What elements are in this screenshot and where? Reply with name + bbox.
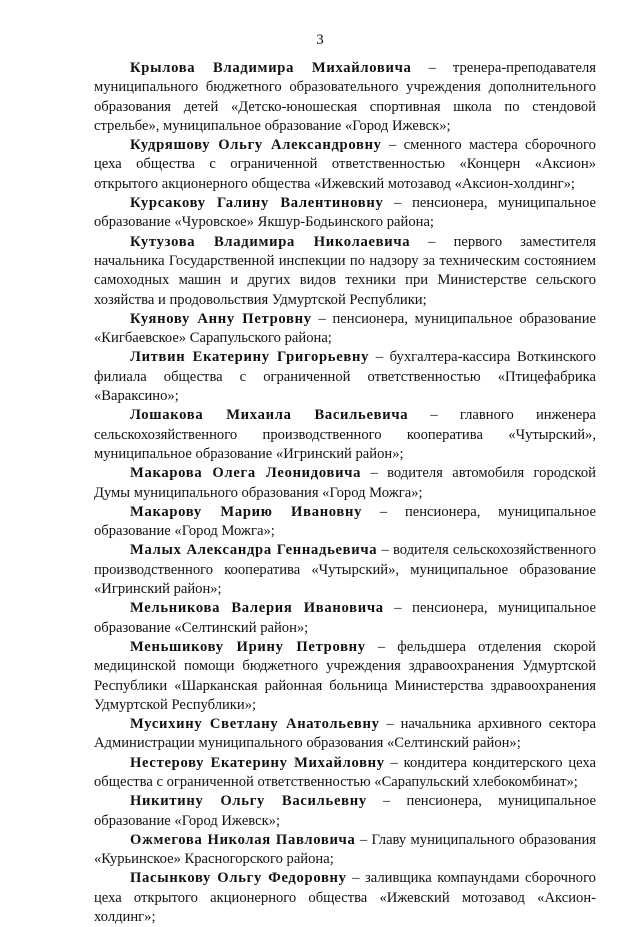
- award-entry: [94, 599, 596, 638]
- recipient-name: Кутузова Владимира Николаевича: [130, 233, 411, 250]
- award-list: [94, 59, 596, 927]
- page-number: 3: [316, 32, 324, 48]
- award-entry: [94, 59, 596, 136]
- recipient-description: – главного инженера сельскохозяйственного производственного кооператива «Чутырский», муниципальное образование «Игринский район»;: [94, 407, 596, 462]
- recipient-description: – пенсионера, муниципальное образование «Город Ижевск»;: [94, 793, 596, 829]
- recipient-name: Крылова Владимира Михайловича: [130, 60, 412, 76]
- recipient-description: – водителя автомобиля городской Думы муниципального образования «Город Можга»;: [94, 465, 596, 501]
- recipient-name: Меньшикову Ирину Петровну: [130, 638, 366, 655]
- award-entry: [94, 831, 596, 870]
- award-entry: [94, 541, 596, 599]
- recipient-description: – бухгалтера-кассира Воткинского филиала общества с ограниченной ответственностью «Птицефабрика «Вараксино»;: [94, 349, 596, 405]
- award-entry: [94, 136, 596, 194]
- recipient-name: Малых Александра Геннадьевича: [130, 542, 378, 559]
- recipient-name: Макарову Марию Ивановну: [130, 503, 363, 520]
- award-entry: [94, 348, 596, 406]
- recipient-description: – водителя сельскохозяйственного производственного кооператива «Чутырский», муниципальное образование «Игринский район»;: [94, 542, 596, 598]
- award-entry: [94, 194, 596, 233]
- recipient-description: – пенсионера, муниципальное образование «Кигбаевское» Сарапульского района;: [94, 310, 596, 347]
- recipient-description: – сменного мастера сборочного цеха общества с ограниченной ответственностью «Концерн «Аксион» открытого акционерного общества «Ижевский мотозавод «Аксион-холдинг»;: [94, 137, 596, 192]
- award-entry: [94, 638, 596, 715]
- award-entry: [94, 715, 596, 754]
- recipient-description: – заливщика компаундами сборочного цеха открытого акционерного общества «Ижевский мотозавод «Аксион-холдинг»;: [94, 870, 596, 926]
- recipient-description: – фельдшера отделения скорой медицинской помощи бюджетного учреждения здравоохранения Удмуртской Республики «Шарканская районная больница Министерства здравоохранения Удмуртской Республики»;: [94, 638, 596, 713]
- recipient-name: Никитину Ольгу Васильевну: [130, 793, 367, 810]
- recipient-name: Мусихину Светлану Анатольевну: [130, 716, 380, 733]
- recipient-description: – пенсионера, муниципальное образование «Чуровское» Якшур-Бодьинского района;: [94, 195, 596, 231]
- award-entry: [94, 869, 596, 927]
- award-entry: [94, 406, 596, 464]
- recipient-name: Мельникова Валерия Ивановича: [130, 600, 384, 617]
- recipient-name: Ожмегова Николая Павловича: [130, 831, 356, 848]
- recipient-description: – начальника архивного сектора Администрации муниципального образования «Селтинский район»;: [94, 716, 596, 752]
- recipient-name: Литвин Екатерину Григорьевну: [130, 349, 370, 366]
- recipient-description: – тренера-преподавателя муниципального бюджетного образовательного учреждения дополнительного образования детей «Детско-юношеская спортивная школа по стендовой стрельбе», муниципальное образование «Город Ижевск»;: [94, 60, 596, 134]
- recipient-name: Курсакову Галину Валентиновну: [130, 195, 384, 212]
- recipient-description: – кондитера кондитерского цеха общества с ограниченной ответственностью «Сарапульский хлебокомбинат»;: [94, 754, 596, 790]
- recipient-name: Куянову Анну Петровну: [130, 310, 312, 327]
- recipient-description: – пенсионера, муниципальное образование «Город Можга»;: [94, 503, 596, 540]
- award-entry: [94, 464, 596, 503]
- award-entry: [94, 310, 596, 349]
- award-entry: [94, 754, 596, 793]
- recipient-name: Пасынкову Ольгу Федоровну: [130, 870, 347, 887]
- recipient-description: – Главу муниципального образования «Курьинское» Красногорского района;: [94, 831, 597, 868]
- recipient-description: – первого заместителя начальника Государственной инспекции по надзору за техническим состоянием самоходных машин и других видов техники при Министерстве сельского хозяйства и продовольствия Удмуртской Республики;: [94, 233, 596, 308]
- recipient-name: Кудряшову Ольгу Александровну: [130, 137, 382, 154]
- recipient-name: Нестерову Екатерину Михайловну: [130, 754, 385, 771]
- award-entry: [94, 792, 596, 831]
- recipient-name: Макарова Олега Леонидовича: [130, 465, 362, 482]
- award-entry: [94, 503, 596, 542]
- recipient-name: Лошакова Михаила Васильевича: [130, 407, 409, 424]
- award-entry: [94, 233, 596, 310]
- recipient-description: – пенсионера, муниципальное образование «Селтинский район»;: [94, 600, 596, 636]
